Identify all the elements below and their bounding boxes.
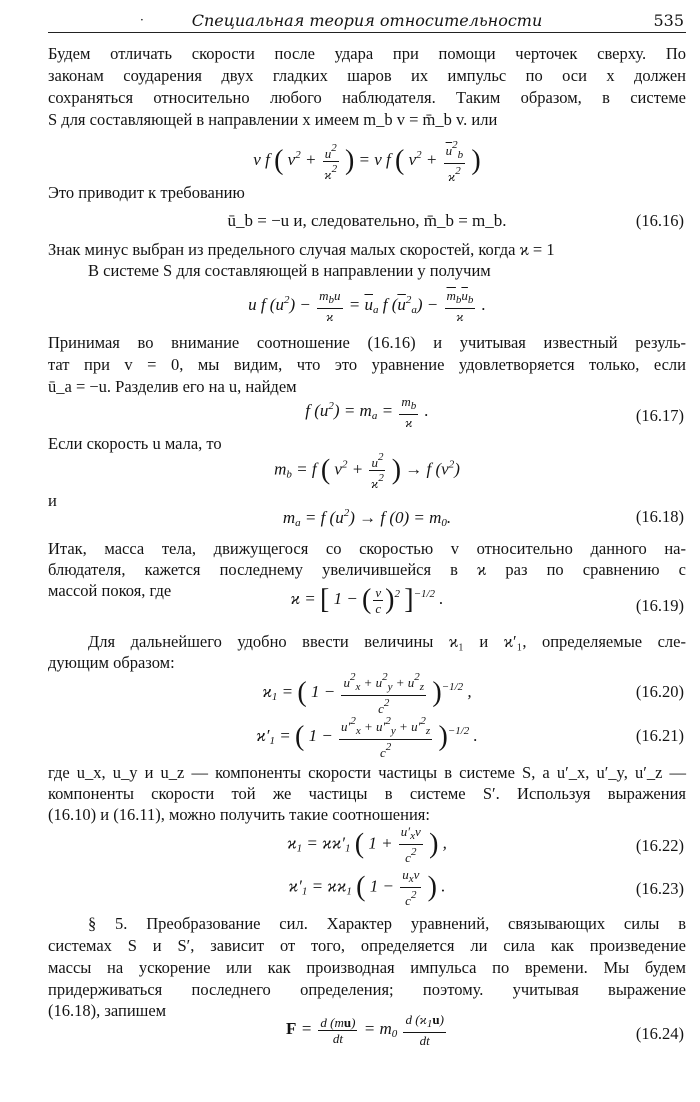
equation-number: (16.19) xyxy=(635,596,684,615)
equation-number: (16.23) xyxy=(635,879,684,898)
equation-body: F = $\frac{d (mu)}{dt}$ = $m_0$ $\frac{d (ϰ_1u)}{dt}$ xyxy=(286,1012,444,1048)
text-line: блюдателя, кажется последнему увеличившейся в ϰ раз по сравнению с xyxy=(48,560,686,579)
equation-number: (16.22) xyxy=(635,836,684,855)
text-line: где u_x, u_y и u_z — компоненты скорости частицы в системе S, а u′_x, u′_y, u′_z — xyxy=(48,763,686,782)
text-line: Знак минус выбран из предельного случая малых скоростей, когда ϰ = 1 xyxy=(48,240,555,259)
equation-body xyxy=(48,211,686,231)
text-line: (16.18), запишем xyxy=(48,1001,167,1020)
equation-number: (16.18) xyxy=(635,507,684,526)
equation-number: (16.16) xyxy=(635,211,684,230)
text-line: S для составляющей в направлении x имеем m_b v = m̄_b v. или xyxy=(48,110,498,129)
section-heading-line: § 5. Преобразование сил. Характер уравнений, связывающих силы в xyxy=(88,914,686,933)
equation-body: $ϰ'_1$ = ( 1 − $\frac{u'^2_x + u'^2_y + u'^2_z}{c^2}$ )$^{-1/2}$ . xyxy=(256,715,478,760)
text-line: сохраняться относительно любого наблюдателя. Таким образом, в системе xyxy=(48,88,686,107)
text-line: Будем отличать скорости после удара при помощи черточек сверху. По xyxy=(48,44,686,63)
text-line: системах S и S′, зависит от того, определяется ли сила как произведение xyxy=(48,936,686,955)
text-line: тат при v = 0, мы видим, что это уравнение удовлетворяется только, если xyxy=(48,355,686,374)
equation-body: ϰ = [ 1 − ( $\frac{v}{c}$ )$^2$ ]$^{-1/2}$ . xyxy=(290,584,444,616)
running-header xyxy=(48,10,686,33)
text-line: и xyxy=(48,491,57,510)
equation-body: $ϰ_1 = ϰϰ'_1$ ( 1 + $\frac{u'_xv}{c^2}$ ) , xyxy=(287,824,447,865)
text-line: массы на ускорение или как производная импульса по времени. Мы будем xyxy=(48,958,686,977)
page-number: 535 xyxy=(653,11,684,30)
text-line: Это приводит к требованию xyxy=(48,183,245,202)
equation-number: (16.20) xyxy=(635,682,684,701)
equation-number: (16.21) xyxy=(635,726,684,745)
equation-number: (16.17) xyxy=(635,406,684,425)
text-line: дующим образом: xyxy=(48,653,175,672)
equation-body: $m_a = f$ $(u^2) \to f$ $(0) = m_0$. xyxy=(282,507,452,529)
text-line: массой покоя, где xyxy=(48,581,172,600)
equation-body: v f ( $v^2$ + $\frac{u^2}{ϰ^2}$ ) = v f ( $v^2$ + $\frac{\overline{u}^2_b}{ϰ^2}$ ) xyxy=(253,139,481,184)
running-title: Специальная теория относительности xyxy=(191,11,543,30)
text-line: Если скорость u мала, то xyxy=(48,434,222,453)
text-line: придерживаться последнего определения; поэтому. учитывая выражение xyxy=(48,980,686,999)
text-line: законам соударения двух гладких шаров их импульс по оси x должен xyxy=(48,66,686,85)
text-line: В системе S для составляющей в направлении y получим xyxy=(88,261,491,280)
equation-text: ū_b = −u и, следовательно, m̄_b = m_b. xyxy=(227,211,507,230)
text-line: Итак, масса тела, движущегося со скоростью v относительно данного на- xyxy=(48,539,686,558)
equation-unnumbered xyxy=(48,138,686,182)
text-line: ū_a = −u. Разделив его на u, найдем xyxy=(48,377,297,396)
text-line: Принимая во внимание соотношение (16.16) и учитывая известный резуль- xyxy=(48,333,686,352)
equation-body: $ϰ_1$ = ( 1 − $\frac{u^2_x + u^2_y + u^2_z}{c^2}$ )$^{-1/2}$ , xyxy=(262,671,472,716)
equation-16-16 xyxy=(48,211,686,235)
equation-number: (16.24) xyxy=(635,1024,684,1043)
equation-body: $ϰ'_1 = ϰϰ_1$ ( 1 − $\frac{u_xv}{c^2}$ ) . xyxy=(288,867,446,908)
equation-body: $m_b = f$ ( $v^2$ + $\frac{u^2}{ϰ^2}$ ) → f $(v^2)$ xyxy=(274,451,460,491)
header-dot: · xyxy=(140,13,144,27)
text-line: Для дальнейшего удобно ввести величины ϰ₁ и ϰ′₁, определяемые сле- xyxy=(88,632,686,651)
text-line: (16.10) и (16.11), можно получить такие соотношения: xyxy=(48,805,430,824)
equation-body: u f $(u^2)$ − $\frac{m_bu}{ϰ}$ = $\overline{u}_a$ f $(\overline{u}^2_a)$ − $\frac{\overline{m}_b\overline{u}_b}{ϰ}$ . xyxy=(248,288,486,324)
text-line: компоненты скорости той же частицы в системе S′. Используя выражения xyxy=(48,784,686,803)
equation-body: f $(u^2) = m_a$ = $\frac{m_b}{ϰ}$ . xyxy=(305,394,429,430)
